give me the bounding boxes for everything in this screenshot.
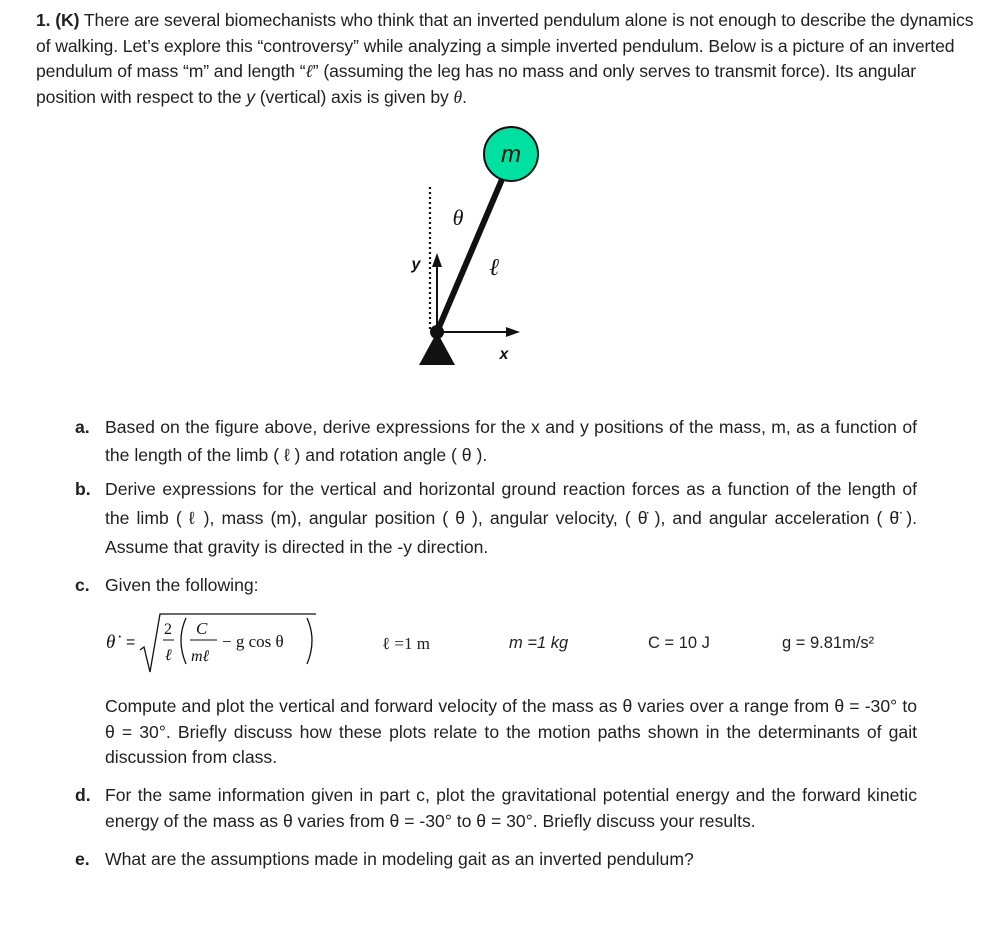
theta-label: θ: [452, 205, 464, 230]
y-axis-label: y: [411, 256, 421, 273]
fraction-two: 2: [164, 621, 172, 638]
intro-theta: θ: [453, 86, 463, 107]
x-axis-arrowhead: [506, 327, 520, 337]
mass-label: m: [501, 141, 521, 168]
intro-text-4: .: [462, 86, 467, 107]
item-text: Given the following:: [105, 575, 259, 595]
left-parenthesis: [181, 618, 186, 664]
pendulum-leg: [437, 170, 506, 332]
fraction-m-ell: mℓ: [191, 648, 210, 665]
item-text: Derive expressions for the vertical and horizontal ground reaction forces as a function of the length of the limb ( ℓ ), mass (m), angular position ( θ ), angular velocity, ( θ̇ ), and angular acceleration ( θ̈ ). Assume that gravity is directed in the -y direction.: [105, 479, 917, 557]
given-mass: m =1 kg: [509, 634, 569, 652]
intro-text-2: ” (assuming the leg has no mass and only serves to transmit force). Its angular position with respect to the: [36, 61, 917, 107]
fraction-C: C: [196, 619, 208, 638]
length-label: ℓ: [489, 255, 499, 281]
x-axis-label: x: [499, 346, 509, 363]
given-length: ℓ =1 m: [382, 634, 430, 653]
problem-number: 1. (K): [36, 10, 80, 30]
given-gravity: g = 9.81m/s²: [782, 634, 875, 652]
intro-y: y: [246, 86, 255, 107]
item-text: For the same information given in part c, plot the gravitational potential energy and the forward kinetic energy of the mass as θ varies from θ = -30° to θ = 30°. Briefly discuss your results.: [105, 785, 917, 831]
equals-sign: =: [126, 634, 136, 651]
intro-ell: ℓ: [305, 61, 313, 82]
minus-g-cos-theta: − g cos θ: [222, 632, 284, 651]
y-axis-arrowhead: [432, 253, 442, 267]
theta-dot-symbol: θ̇: [106, 632, 116, 653]
item-letter: d.: [75, 785, 91, 805]
item-text: What are the assumptions made in modeling gait as an inverted pendulum?: [105, 849, 694, 869]
item-letter: b.: [75, 479, 91, 499]
item-letter: e.: [75, 849, 90, 869]
given-values-row: [0, 610, 1007, 680]
right-parenthesis: [307, 618, 312, 664]
item-letter: a.: [75, 417, 90, 437]
ground-support-triangle: [419, 332, 455, 365]
item-letter: c.: [75, 575, 90, 595]
theta-dot-equation: [104, 610, 334, 680]
given-constant: C = 10 J: [648, 634, 710, 652]
item-text: Compute and plot the vertical and forward velocity of the mass as θ varies over a range from θ = -30° to θ = 30°. Briefly discuss how these plots relate to the motion paths shown in the determinants of gait discussion from class.: [105, 696, 917, 767]
intro-text-1: There are several biomechanists who think that an inverted pendulum alone is not enough to describe the dynamics of walking. Let’s explore this “controversy” while analyzing a simple inverted pendulum. Below is a picture of an inverted pendulum of mass “m” and length “: [36, 10, 974, 82]
fraction-ell: ℓ: [165, 647, 172, 664]
intro-text-3: (vertical) axis is given by: [255, 86, 454, 107]
problem-intro: [36, 8, 976, 110]
item-text: Based on the figure above, derive expressions for the x and y positions of the mass, m, as a function of the length of the limb ( ℓ ) and rotation angle ( θ ).: [105, 417, 917, 465]
inverted-pendulum-figure: [400, 125, 560, 375]
